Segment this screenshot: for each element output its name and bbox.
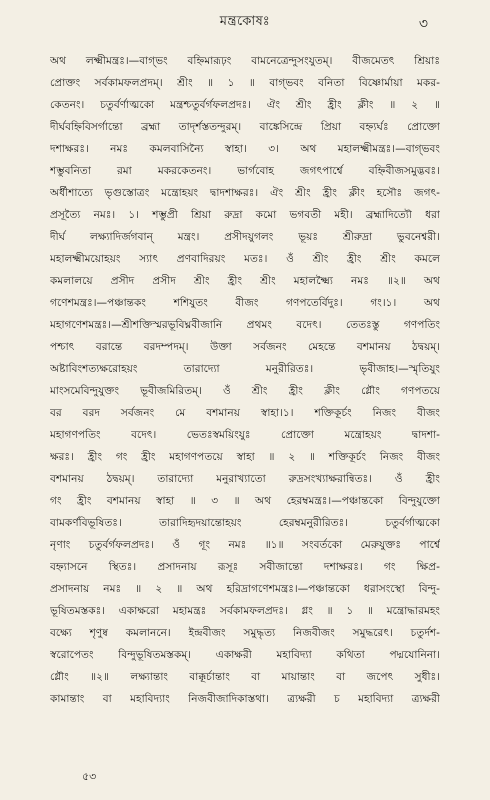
text-line: ভূষিতমস্তকঃ। একাক্ষরো মহামন্ত্রঃ সর্বকামফলপ্রদঃ। গ্লং ॥ ১ ॥ মন্ত্রোদ্ধারমহং — [50, 605, 440, 617]
text-line: প্রসাদনায় নমঃ ॥ ২ ॥ অথ হরিদ্রাগণেশমন্ত্রঃ।—পঞ্চান্তকো ধরাসংস্থো বিন্দু- — [50, 583, 440, 595]
text-line: দশাক্ষরঃ। নমঃ কমলবাসিন্যৈ স্বাহা। ৩। অথ মহালক্ষ্মীমন্ত্রঃ।—বাগ্‌ভবং — [50, 143, 440, 155]
text-line: মহালক্ষ্মীময়োহয়ং স্যাৎ প্রণবাদিরয়ং মতঃ। ওঁ শ্রীং হ্রীং শ্রীং কমলে — [50, 253, 440, 265]
text-line: মহাগণেশমন্ত্রঃ।—শ্রীশক্তিস্মরভূবিঘ্নবীজানি প্রথমং বদেৎ। তেতঃস্তু গণপতিং — [50, 319, 440, 331]
text-line: মাংসমেবিন্দুযুক্তং ভূবীজমিরিতম্‌। ওঁ শ্রীং হ্রীং ক্লীং গ্লৌং গণপতয়ে — [50, 385, 440, 397]
page-header — [0, 12, 490, 36]
text-line: গং হ্রীং বশমানয় স্বাহা ॥ ৩ ॥ অথ হেরম্বমন্ত্রঃ।—পঞ্চান্তকো বিন্দুযুক্তো — [50, 495, 440, 507]
page-number: ৩ — [418, 16, 428, 32]
text-line: গণেশমন্ত্রঃ।—পঞ্চান্তকং শশিযুতং বীজং গণপতের্বিদুঃ। গং।১। অথ — [50, 297, 440, 309]
text-line: দীর্ঘবহ্নিবিসর্গান্তো ব্রহ্মা তাদৃর্শস্ততন্দুরম্‌। বাঙ্কেসিন্দ্রে প্রিয়া বহ্ন্যর্ঘঃ প্রোক্তো — [50, 121, 440, 133]
text-line: মহাগণপতিং বদেৎ। ভেতঃস্বময়িংযুঃ প্রোক্তো মন্ত্রোহয়ং দ্বাদশা- — [50, 429, 440, 441]
text-line: বক্ষ্যে শৃণুষ্ব কমলাননে। ইন্দ্রবীজং সমুদ্ধৃত্য নিজবীজং সমুদ্ধরেৎ। চতুর্দশ- — [50, 627, 440, 639]
text-line: অষ্টাবিংশত্যক্ষরোহয়ং তারাদ্যো মনুরীরিতঃ। ভৃবীজাহ।—স্মৃতিযুং — [50, 363, 440, 375]
text-line: বহ্ন্যাসনে স্থিতঃ। প্রসাদনায় রূসূঃ সবীজান্তো দশাক্ষরঃ। গং ক্ষিপ্র- — [50, 561, 440, 573]
text-line: বশমানয় ঠদ্বয়ম্‌। তারাদ্যো মনুরাখ্যাতো রুদ্রসংখ্যাক্ষরান্বিতঃ। ওঁ হ্রীং — [50, 473, 440, 485]
text-line: শম্ভুবনিতা রমা মকরকেতনং। ভার্গবোহ জগৎপার্শ্বে বহ্নিবীজসমুদ্ভবঃ। — [50, 165, 440, 177]
text-line: কমলালয়ে প্রসীদ প্রসীদ শ্রীং হ্রীং শ্রীং মহালক্ষ্ম্যৈ নমঃ ॥২॥ অথ — [50, 275, 440, 287]
signature-mark: ৫৩ — [82, 770, 97, 783]
text-line: বর বরদ সর্বজনং মে বশমানয় স্বাহা।১। শক্তিকূর্চং নিজং বীজং — [50, 407, 440, 419]
text-line: কামান্তাং বা মহাবিদ্যাং নিজবীজাদিকাস্তথা। ত্র্যক্ষরী চ মহাবিদ্যা ত্র্যক্ষরী — [50, 693, 440, 705]
text-line: অর্ধীশাত্যে ভৃগুস্তোত্রং মন্ত্রোহয়ং দ্বাদশাক্ষরঃ। ঐং শ্রীং হ্রীং ক্লীং হসৌঃ জগৎ- — [50, 187, 440, 199]
text-line: কেতনং। চতুর্বর্ণাত্মকো মন্ত্রশ্চতুর্বর্গফলপ্রদঃ। ঐং শ্রীং হ্রীং ক্লীং ॥ ২ ॥ — [50, 99, 440, 111]
text-line: নৃণাং চতুর্বর্গফলপ্রদঃ। ওঁ গূং নমঃ ॥১॥ সংবর্তকো মেরুযুক্তঃ পার্শ্বে — [50, 539, 440, 551]
text-line: স্বরোপেতং বিন্দুভূষিতমস্তকম্‌। একাক্ষরী মহাবিদ্যা কথিতা পদ্মযোনিনা। — [50, 649, 440, 661]
text-line: বামকর্ণবিভূষিতঃ। তারাদিহৃদয়ান্তোহয়ং হেরম্বমনুরীরিতঃ। চতুর্বর্গাত্মকো — [50, 517, 440, 529]
body-text — [50, 50, 440, 710]
text-line: দীর্ঘ লক্ষ্যাদির্জগবান্‌ মন্ত্রং। প্রসীদয়ুগলং ভূয়ঃ শ্রীরুদ্রা ভুবনেশ্বরী। — [50, 231, 440, 243]
text-line: গ্লৌং ॥২॥ লক্ষ্যান্তাং বাক্কূর্চান্তাং বা মায়ান্তাং বা জপেৎ সুধীঃ। — [50, 671, 440, 683]
text-line: পশ্চাৎ বরান্তে বরদম্পদম্‌। উক্তা সর্বজনং মেহন্তে বশমানয় ঠদ্বয়ম্‌। — [50, 341, 440, 353]
text-line: প্রসূত্যৈ নমঃ। ১। শম্ভুপ্রী শ্রিয়া রুদ্রা কমো ভগবতী মহী। ব্রহ্মাদিত্যৌ ধরা — [50, 209, 440, 221]
text-line: ক্ষরঃ। হ্রীং গং হ্রীং মহাগণপতয়ে স্বাহা ॥ ২ ॥ শক্তিকূর্চং নিজং বীজং — [50, 451, 440, 463]
running-title: মন্ত্রকোষঃ — [219, 14, 271, 29]
text-line: অথ লক্ষ্মীমন্ত্রঃ।—বাগ্‌ভং বহ্নিমারূঢ়ং বামনেত্রেন্দুসংযুতম্‌। বীজমেতৎ শ্রিয়াঃ — [50, 55, 440, 67]
text-line: প্রোক্তং সর্বকামফলপ্রদম্‌। শ্রীং ॥ ১ ॥ বাগ্‌ভবং বনিতা বিষ্ণোর্মায়া মকর- — [50, 77, 440, 89]
